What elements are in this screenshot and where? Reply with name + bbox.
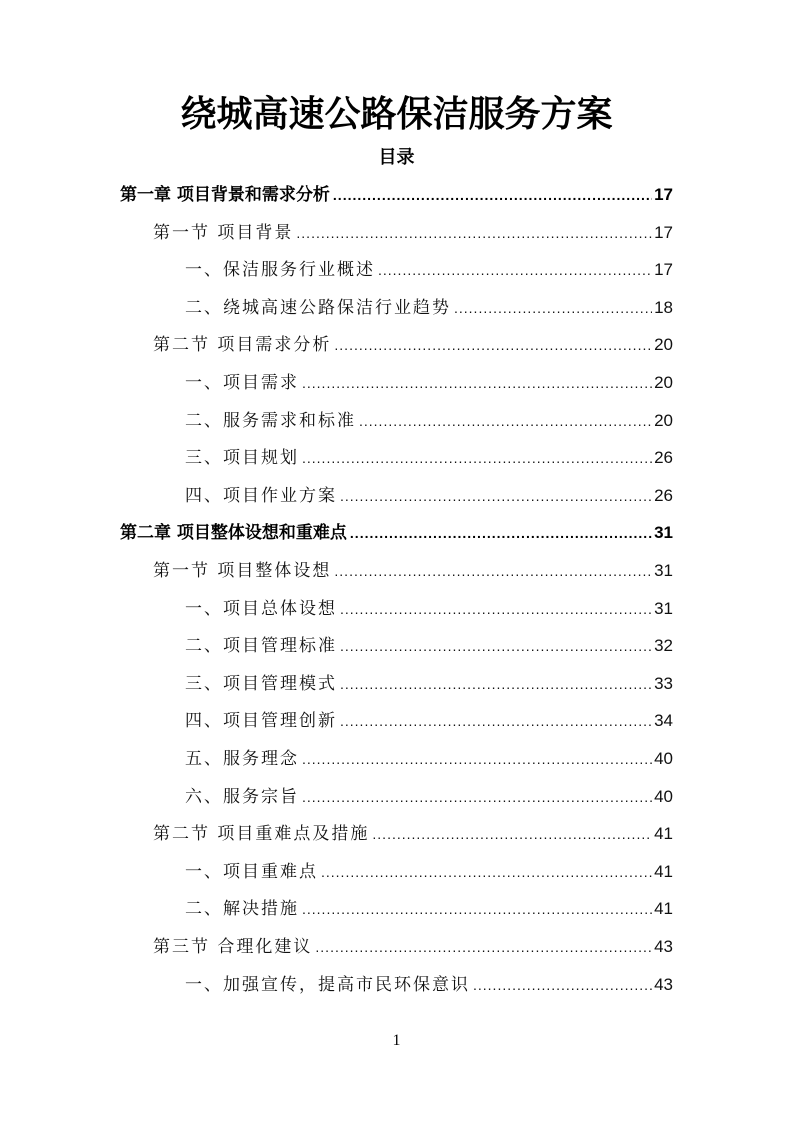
- toc-entry-page: 31: [654, 523, 673, 543]
- toc-entry-label: 二、解决措施: [185, 899, 299, 920]
- toc-entry-label: 二、绕城高速公路保洁行业趋势: [185, 297, 451, 318]
- toc-entry-page: 40: [654, 749, 673, 768]
- toc-leader: [302, 440, 652, 477]
- toc-entry-page: 26: [654, 485, 673, 505]
- toc-entry-page: 20: [654, 410, 673, 430]
- toc-entry-page: 31: [654, 598, 673, 618]
- toc-leader: [302, 365, 652, 402]
- toc-entry-page: 17: [654, 185, 673, 204]
- toc-entry-page: 20: [654, 335, 673, 355]
- toc-leader: [350, 515, 652, 552]
- toc-entry-label: 一、项目重难点: [185, 861, 318, 882]
- toc-leader: [315, 929, 652, 966]
- toc-leader: [333, 177, 652, 214]
- toc-entry-label: 四、项目管理创新: [185, 711, 337, 732]
- toc-entry-label: 第一章 项目背景和需求分析: [120, 185, 330, 205]
- toc-entry-page: 33: [654, 673, 673, 693]
- toc-heading: 目录: [378, 147, 415, 168]
- toc-leader: [296, 215, 652, 252]
- toc-entry-label: 第二节 项目需求分析: [153, 335, 332, 356]
- toc-entry-page: 43: [654, 937, 673, 956]
- toc-leader: [302, 741, 652, 778]
- toc-entry-page: 17: [654, 222, 673, 242]
- toc-entry-label: 第二章 项目整体设想和重难点: [120, 523, 347, 544]
- toc-entry-label: 五、服务理念: [185, 749, 299, 769]
- toc-entry-section[interactable]: [153, 552, 673, 590]
- toc-leader: [334, 553, 652, 590]
- toc-leader: [334, 327, 652, 364]
- toc-entry-page: 32: [654, 636, 673, 656]
- toc-entry-label: 六、服务宗旨: [185, 786, 299, 807]
- toc-entry-item[interactable]: [185, 665, 673, 703]
- toc-entry-item[interactable]: [185, 439, 673, 477]
- toc-leader: [454, 290, 652, 327]
- toc-leader: [340, 666, 652, 703]
- toc-entry-page: 41: [654, 861, 673, 881]
- toc-entry-label: 一、保洁服务行业概述: [185, 260, 375, 281]
- toc-leader: [473, 967, 652, 1004]
- toc-entry-item[interactable]: [185, 477, 673, 515]
- toc-entry-label: 第三节 合理化建议: [153, 937, 313, 957]
- toc-entry-page: 26: [654, 448, 673, 468]
- toc-entry-page: 18: [654, 297, 673, 317]
- toc-entry-item[interactable]: [185, 740, 673, 778]
- page-number: 1: [392, 1032, 401, 1049]
- toc-entry-item[interactable]: [185, 289, 673, 327]
- toc-entry-item[interactable]: [185, 853, 673, 891]
- toc-entry-label: 二、项目管理标准: [185, 636, 337, 657]
- toc-entry-label: 一、加强宣传，提高市民环保意识: [185, 974, 470, 995]
- toc-entry-item[interactable]: [185, 702, 673, 740]
- toc-entry-item[interactable]: [185, 590, 673, 628]
- toc-entry-label: 二、服务需求和标准: [185, 410, 356, 431]
- toc-entry-label: 一、项目需求: [185, 373, 299, 393]
- document-title: 绕城高速公路保洁服务方案: [180, 94, 613, 135]
- toc-entry-label: 四、项目作业方案: [185, 485, 337, 506]
- toc-entry-label: 第二节 项目重难点及措施: [153, 824, 370, 845]
- toc-leader: [372, 816, 652, 853]
- toc-entry-page: 20: [654, 373, 673, 392]
- toc-entry-item[interactable]: [185, 778, 673, 816]
- toc-entry-item[interactable]: [185, 364, 673, 402]
- toc-entry-item[interactable]: [185, 890, 673, 928]
- toc-entry-page: 43: [654, 974, 673, 994]
- toc-entry-item[interactable]: [185, 966, 673, 1004]
- toc-entry-label: 第一节 项目背景: [153, 222, 294, 243]
- toc-entry-section[interactable]: [153, 815, 673, 853]
- toc-entry-page: 31: [654, 561, 673, 580]
- toc-leader: [302, 779, 652, 816]
- toc-leader: [378, 252, 652, 289]
- toc-leader: [359, 403, 652, 440]
- toc-entry-item[interactable]: [185, 402, 673, 440]
- toc-leader: [321, 854, 652, 891]
- toc-entry-section[interactable]: [153, 928, 673, 966]
- toc-leader: [302, 891, 652, 928]
- toc-entry-label: 三、项目管理模式: [185, 673, 337, 694]
- toc-entry-page: 41: [654, 824, 673, 844]
- toc-entry-chapter[interactable]: [120, 514, 673, 552]
- toc-entry-page: 17: [654, 260, 673, 280]
- toc-entry-page: 41: [654, 899, 673, 919]
- toc-entry-label: 三、项目规划: [185, 448, 299, 469]
- toc-entry-item[interactable]: [185, 251, 673, 289]
- toc-entry-page: 40: [654, 786, 673, 806]
- toc-entry-page: 34: [654, 711, 673, 731]
- toc-entry-item[interactable]: [185, 627, 673, 665]
- toc-leader: [340, 628, 652, 665]
- toc-entry-label: 第一节 项目整体设想: [153, 561, 332, 581]
- toc-leader: [340, 703, 652, 740]
- toc-entry-section[interactable]: [153, 326, 673, 364]
- toc-leader: [340, 478, 652, 515]
- toc-entry-chapter[interactable]: [120, 176, 673, 214]
- toc-leader: [340, 591, 652, 628]
- toc-entry-section[interactable]: [153, 214, 673, 252]
- toc-entry-label: 一、项目总体设想: [185, 598, 337, 619]
